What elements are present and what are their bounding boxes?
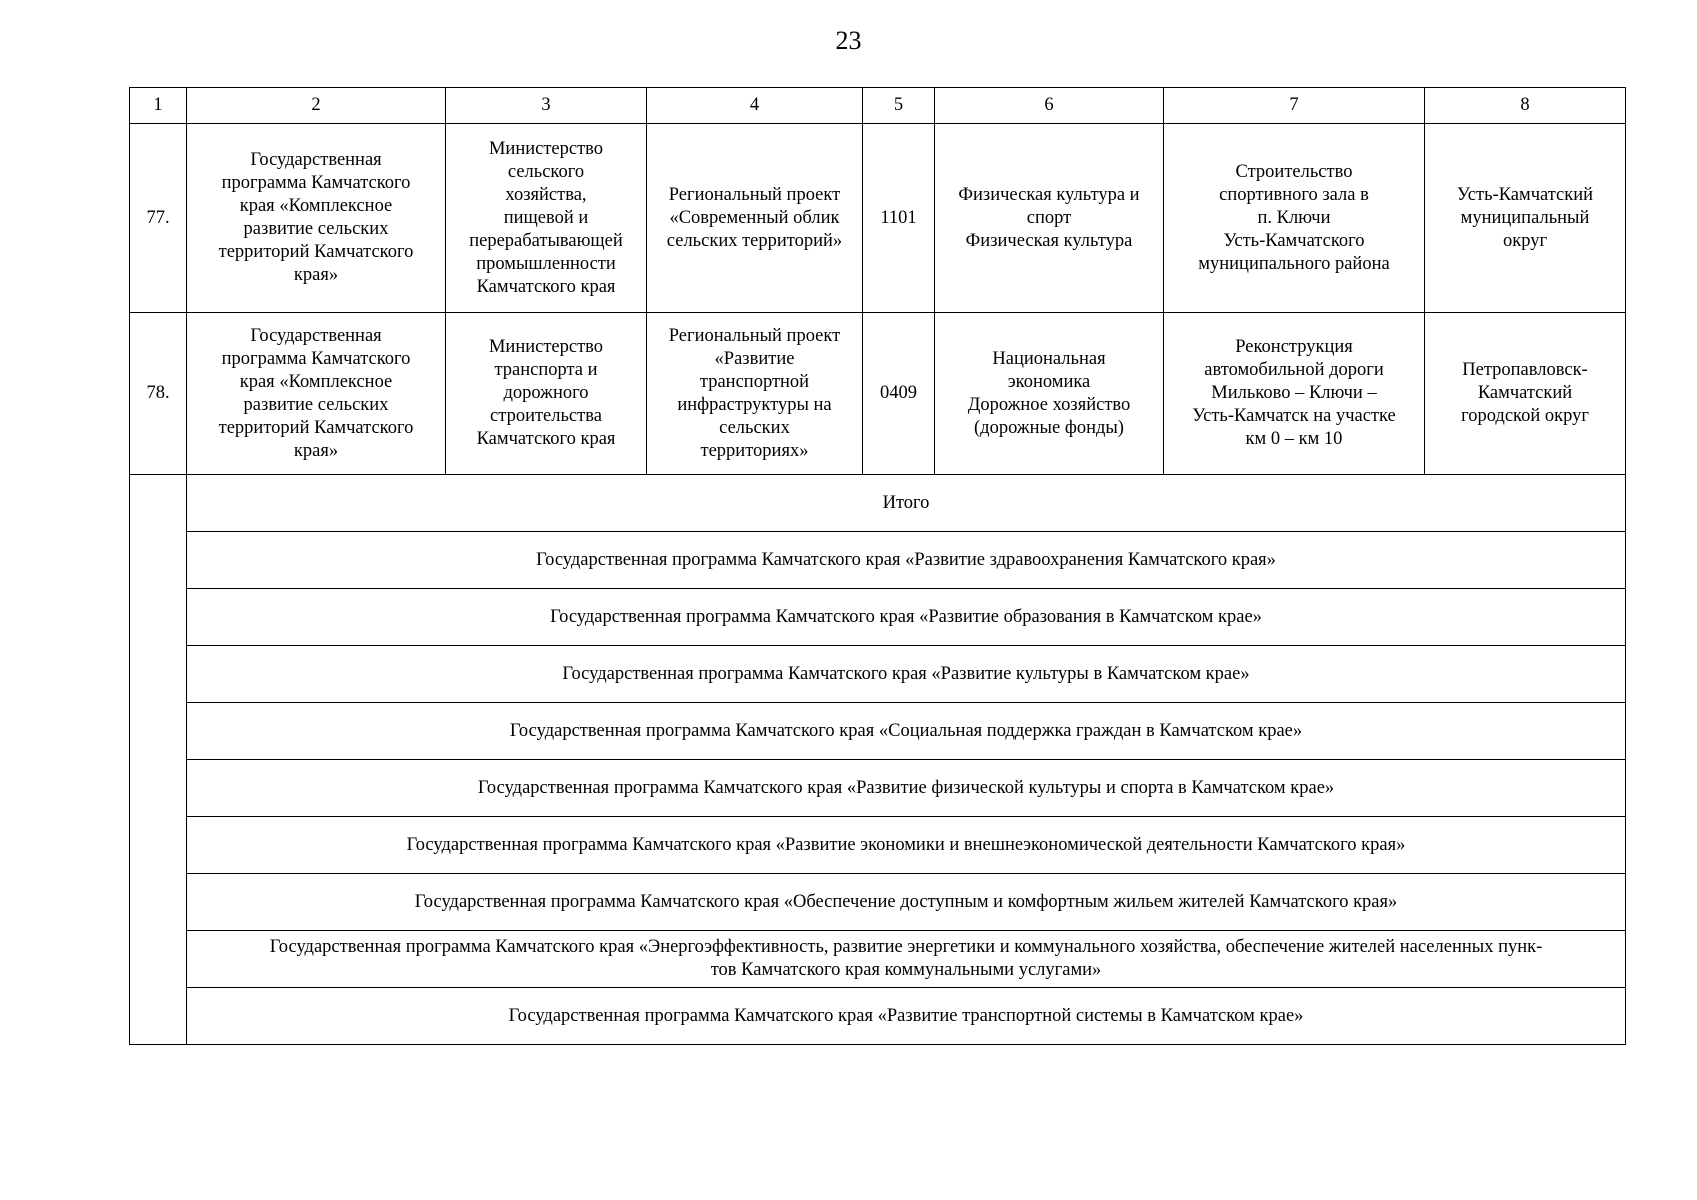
header-cell: 2	[187, 88, 446, 124]
section-cell	[935, 313, 1164, 475]
summary-row	[130, 760, 1626, 817]
object-text: Строительство спортивного зала в п. Ключи Усть-Камчатского муниципального района	[1198, 161, 1390, 274]
table-header-row	[130, 88, 1626, 124]
header-cell: 7	[1164, 88, 1425, 124]
summary-row	[130, 646, 1626, 703]
summary-program-text: Государственная программа Камчатского края «Развитие здравоохранения Камчатского края»	[536, 549, 1276, 570]
table-row	[130, 124, 1626, 313]
appendix-table	[129, 87, 1626, 1045]
page-number: 23	[835, 26, 862, 55]
summary-program-text: Государственная программа Камчатского края «Развитие культуры в Камчатском крае»	[562, 663, 1250, 684]
header-cell: 4	[647, 88, 863, 124]
summary-program-cell	[187, 646, 1626, 703]
code-cell	[863, 124, 935, 313]
summary-row	[130, 589, 1626, 646]
code-text: 0409	[880, 383, 917, 403]
summary-row	[130, 532, 1626, 589]
summary-program-cell	[187, 931, 1626, 988]
row-number: 78.	[146, 383, 170, 403]
program-text: Государственная программа Камчатского края «Комплексное развитие сельских территорий Камчатского края»	[218, 325, 414, 461]
summary-row	[130, 988, 1626, 1045]
ministry-cell	[446, 124, 647, 313]
header-cell: 8	[1425, 88, 1626, 124]
summary-program-cell	[187, 874, 1626, 931]
summary-program-text: Государственная программа Камчатского края «Социальная поддержка граждан в Камчатском крае»	[509, 720, 1303, 741]
summary-program-text: Государственная программа Камчатского края «Развитие экономики и внешнеэкономической деятельности Камчатского края»	[406, 834, 1406, 855]
summary-row	[130, 703, 1626, 760]
row-number-cell	[130, 124, 187, 313]
object-cell	[1164, 124, 1425, 313]
summary-total-text: Итого	[882, 492, 930, 513]
municipality-cell	[1425, 124, 1626, 313]
municipality-text: Усть-Камчатский муниципальный округ	[1456, 184, 1594, 251]
municipality-cell	[1425, 313, 1626, 475]
table-row	[130, 313, 1626, 475]
summary-program-cell	[187, 703, 1626, 760]
header-cell: 3	[446, 88, 647, 124]
project-text: Региональный проект «Развитие транспортной инфраструктуры на сельских территориях»	[668, 325, 841, 461]
program-cell	[187, 313, 446, 475]
header-cell: 6	[935, 88, 1164, 124]
row-number: 77.	[146, 207, 170, 228]
summary-program-cell	[187, 817, 1626, 874]
section-text: Физическая культура и спорт Физическая культура	[958, 184, 1140, 251]
object-cell	[1164, 313, 1425, 475]
summary-program-cell	[187, 760, 1626, 817]
summary-program-text: Государственная программа Камчатского края «Развитие образования в Камчатском крае»	[550, 606, 1262, 627]
summary-total-cell	[187, 475, 1626, 532]
summary-program-text: Государственная программа Камчатского края «Обеспечение доступным и комфортным жильем жителей Камчатского края»	[414, 891, 1398, 912]
code-text: 1101	[880, 207, 917, 228]
summary-program-text: Государственная программа Камчатского края «Энергоэффективность, развитие энергетики и коммунального хозяйства, обеспечение жителей населенных пунк- тов Камчатского края коммунальными услугами»	[269, 937, 1543, 980]
summary-row	[130, 475, 1626, 532]
object-text: Реконструкция автомобильной дороги Мильково – Ключи – Усть-Камчатск на участке км 0 – км 10	[1192, 337, 1396, 449]
header-cell: 1	[130, 88, 187, 124]
summary-number-cell	[130, 475, 187, 1045]
project-cell	[647, 313, 863, 475]
header-cell: 5	[863, 88, 935, 124]
row-number-cell	[130, 313, 187, 475]
ministry-text: Министерство сельского хозяйства, пищевой и перерабатывающей промышленности Камчатского края	[469, 138, 623, 297]
summary-program-text: Государственная программа Камчатского края «Развитие транспортной системы в Камчатском крае»	[508, 1005, 1304, 1026]
summary-program-cell	[187, 988, 1626, 1045]
summary-row	[130, 817, 1626, 874]
ministry-text: Министерство транспорта и дорожного строительства Камчатского края	[476, 337, 616, 449]
project-cell	[647, 124, 863, 313]
summary-program-cell	[187, 532, 1626, 589]
section-cell	[935, 124, 1164, 313]
program-text: Государственная программа Камчатского края «Комплексное развитие сельских территорий Камчатского края»	[218, 150, 414, 285]
ministry-cell	[446, 313, 647, 475]
section-text: Национальная экономика Дорожное хозяйство (дорожные фонды)	[967, 348, 1131, 438]
municipality-text: Петропавловск- Камчатский городской округ	[1461, 360, 1589, 426]
code-cell	[863, 313, 935, 475]
summary-program-text: Государственная программа Камчатского края «Развитие физической культуры и спорта в Камчатском крае»	[477, 777, 1335, 798]
program-cell	[187, 124, 446, 313]
project-text: Региональный проект «Современный облик сельских территорий»	[666, 184, 843, 251]
summary-row	[130, 874, 1626, 931]
summary-row	[130, 931, 1626, 988]
summary-program-cell	[187, 589, 1626, 646]
